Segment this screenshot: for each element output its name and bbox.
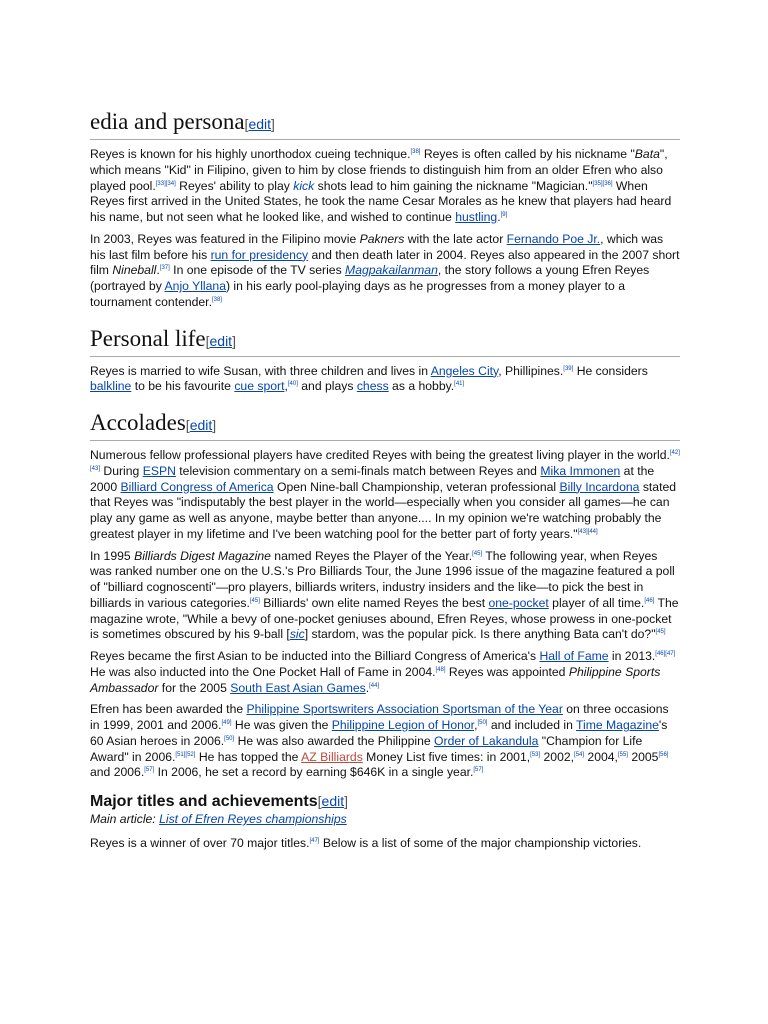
main-article-hatnote: Main article: List of Efren Reyes championships — [90, 812, 347, 826]
link-magpakailanman[interactable]: Magpakailanman — [345, 263, 438, 278]
paragraph: Reyes became the first Asian to be inducted into the Billiard Congress of America's Hall of Fame in 2013.[46][47] He was also inducted into the One Pocket Hall of Fame in 2004.[48] Reyes was appointed Philippine Sports Ambassador for the 2005 South East Asian Games.[44] — [90, 649, 676, 695]
link-anjo-yllana[interactable]: Anjo Yllana — [164, 279, 226, 293]
citation[interactable]: [45] — [249, 597, 260, 604]
section-title: Personal life — [90, 325, 206, 351]
link-time-magazine[interactable]: Time Magazine — [576, 718, 659, 732]
link-mika-immonen[interactable]: Mika Immonen — [540, 463, 621, 478]
citation[interactable]: [35][36] — [592, 180, 613, 187]
paragraph: Reyes is married to wife Susan, with three children and lives in Angeles City, Phillipines.[39] He considers balkline to be his favourite cue sport,[40] and plays chess as a hobby.[41] — [90, 363, 648, 394]
link-list-of-championships[interactable]: List of Efren Reyes championships — [159, 812, 347, 826]
citation[interactable]: [53] — [530, 751, 541, 758]
link-angeles-city[interactable]: Angeles City — [430, 363, 499, 378]
link-sic[interactable]: sic — [289, 627, 305, 642]
section-heading-major-titles — [90, 791, 680, 812]
paragraph: Numerous fellow professional players have credited Reyes with being the greatest living player in the world.[42][43] During ESPN television commentary on a semi-finals match between Reyes and Mika Immonen at the 2000 Billiard Congress of America Open Nine-ball Championship, veteran professional Billy Incardona stated that Reyes was "indisputably the best player in the world—especially when you consider all games—he can play any game as well as anyone, maybe better than anyone.... In my opinion we're watching probably the greatest player in my lifetime and I've been watching pool for the better part of forty years."[43][44] — [90, 448, 680, 541]
paragraph: In 1995 Billiards Digest Magazine named Reyes the Player of the Year.[45] The following year, when Reyes was ranked number one on the U.S.'s Pro Billiards Tour, the June 1996 issue of the magazine featured a poll of "billiard cognoscenti"—pro players, billiards writers, industry insiders and the like—to pick the best in billiards in various categories.[45] Billiards' own elite named Reyes the best one-pocket player of all time.[46] The magazine wrote, "While a bevy of one-pocket geniuses abound, Efren Reyes, whose prowess in one-pocket is sometimes obscured by his 9-ball [sic] stardom, was the popular pick. Is there anything Bata can't do?"[45] — [90, 548, 679, 642]
paragraph: Reyes is a winner of over 70 major titles.[47] Below is a list of some of the major championship victories. — [90, 835, 642, 850]
section-title: Accolades — [90, 410, 186, 435]
citation[interactable]: [51][52] — [175, 751, 196, 758]
citation[interactable]: [38] — [211, 296, 222, 303]
edit-section-link[interactable]: [edit] — [205, 332, 236, 349]
link-kick[interactable]: kick — [293, 178, 315, 193]
link-billy-incardona[interactable]: Billy Incardona — [559, 479, 640, 494]
section-heading-media — [90, 108, 680, 140]
citation[interactable]: [48] — [435, 666, 446, 673]
link-psa-sportsman[interactable]: Philippine Sportswriters Association Sportsman of the Year — [246, 702, 563, 717]
citation[interactable]: [54] — [574, 751, 585, 758]
citation[interactable]: [50] — [477, 720, 488, 726]
citation[interactable]: [38] — [410, 149, 421, 155]
link-hustling[interactable]: hustling — [455, 210, 498, 224]
citation[interactable]: [50] — [224, 735, 235, 742]
section-title: Major titles and achievements — [90, 793, 318, 810]
citation[interactable]: [45] — [472, 550, 483, 557]
edit-section-link[interactable]: [edit] — [317, 793, 348, 809]
citation[interactable]: [49] — [221, 720, 232, 726]
section-heading-accolades — [90, 409, 680, 441]
paragraph: Reyes is known for his highly unorthodox cueing technique.[38] Reyes is often called by his nickname "Bata", which means "Kid" in Filipino, given to him by close friends to distinguish him from an older Efren who also played pool.[33][34] Reyes' ability to play kick shots lead to him gaining the nickname "Magician."[35][36] When Reyes first arrived in the United States, he took the name Cesar Morales as he knew that players had heard his name, but not seen what he looked like, and wished to continue hustling.[9] — [90, 147, 672, 224]
link-sea-games[interactable]: South East Asian Games — [230, 680, 366, 695]
citation[interactable]: [44] — [369, 682, 380, 689]
citation[interactable]: [46] — [644, 597, 655, 604]
citation[interactable]: [55] — [617, 751, 628, 758]
citation[interactable]: [56] — [658, 751, 669, 758]
section-heading-personal-life — [90, 325, 680, 357]
article-content — [90, 108, 680, 852]
link-hall-of-fame[interactable]: Hall of Fame — [539, 649, 609, 663]
edit-section-link[interactable]: [edit] — [244, 116, 275, 132]
link-legion-of-honor[interactable]: Philippine Legion of Honor — [331, 718, 475, 732]
paragraph: Efren has been awarded the Philippine Sportswriters Association Sportsman of the Year on three occasions in 1999, 2001 and 2006.[49] He was given the Philippine Legion of Honor,[50] and included in Time Magazine's 60 Asian heroes in 2006.[50] He was also awarded the Philippine Order of Lakandula "Champion for Life Award" in 2006.[51][52] He has topped the AZ Billiards Money List five times: in 2001,[53] 2002,[54] 2004,[55] 2005[56] and 2006.[57] In 2006, he set a record by earning $646K in a single year.[57] — [90, 702, 669, 780]
citation[interactable]: [47] — [309, 837, 320, 844]
link-cue-sport[interactable]: cue sport — [234, 379, 285, 394]
citation[interactable]: [57] — [473, 767, 484, 774]
link-fernando-poe[interactable]: Fernando Poe Jr. — [506, 231, 601, 246]
paragraph: In 2003, Reyes was featured in the Filipino movie Pakners with the late actor Fernando Poe Jr., which was his last film before his run for presidency and then death later in 2004. Reyes also appeared in the 2007 short film Nineball.[37] In one episode of the TV series Magpakailanman, the story follows a young Efren Reyes (portrayed by Anjo Yllana) in his early pool-playing days as he progresses from a money player to a tournament contender.[38] — [90, 231, 680, 309]
citation[interactable]: [39] — [563, 365, 574, 372]
link-one-pocket[interactable]: one-pocket — [488, 595, 549, 610]
citation[interactable]: [37] — [159, 265, 170, 272]
citation[interactable]: [42][43] — [90, 450, 680, 472]
citation[interactable]: [9] — [500, 212, 508, 218]
citation[interactable]: [33][34] — [155, 180, 176, 187]
section-title: edia and persona — [90, 109, 245, 134]
link-order-of-lakandula[interactable]: Order of Lakandula — [434, 733, 539, 748]
link-billiard-congress[interactable]: Billiard Congress of America — [120, 479, 274, 494]
link-az-billiards[interactable]: AZ Billiards — [301, 749, 363, 764]
link-chess[interactable]: chess — [356, 379, 389, 394]
link-run-for-presidency[interactable]: run for presidency — [210, 247, 309, 262]
edit-section-link[interactable]: [edit] — [185, 417, 217, 433]
citation[interactable]: [57] — [144, 767, 155, 774]
link-balkline[interactable]: balkline — [90, 379, 132, 394]
citation[interactable]: [41] — [454, 381, 465, 388]
citation[interactable]: [43][44] — [577, 528, 598, 535]
citation[interactable]: [40] — [287, 381, 298, 388]
citation[interactable]: [46][47] — [655, 651, 676, 657]
citation[interactable]: [45] — [655, 629, 666, 636]
link-espn[interactable]: ESPN — [142, 463, 176, 478]
